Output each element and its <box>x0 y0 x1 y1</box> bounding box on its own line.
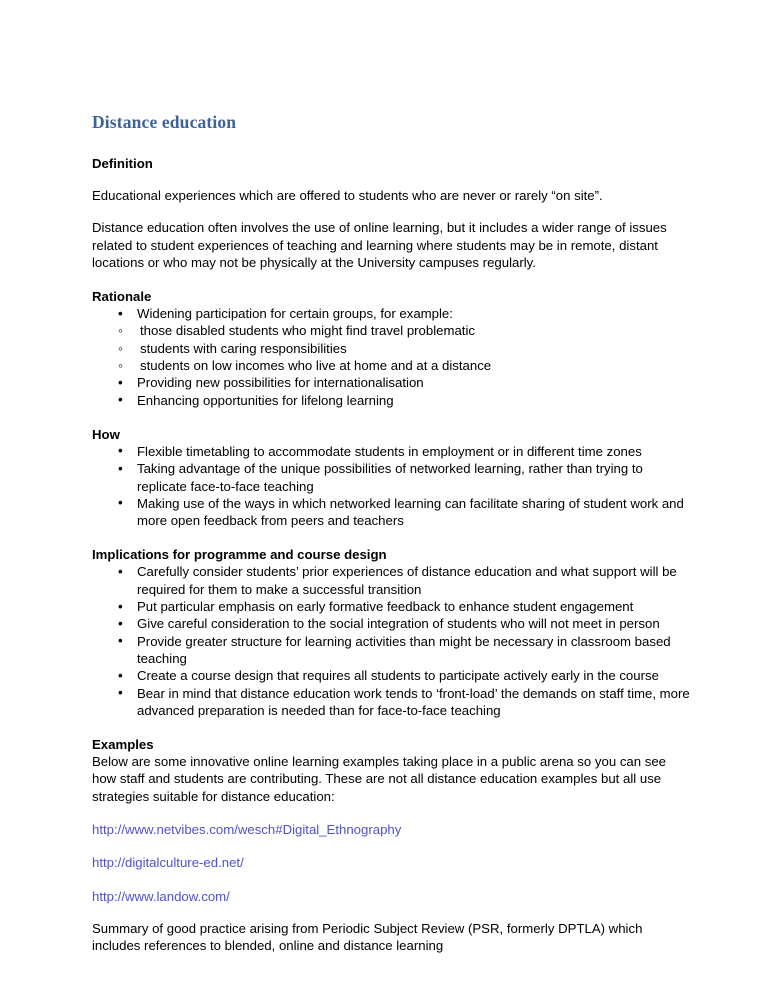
section-how <box>92 426 690 529</box>
list-item: • Carefully consider students’ prior experiences of distance education and what support will be required for them to make a successful transition <box>92 563 690 598</box>
list-item: ◦ students with caring responsibilities <box>92 340 690 357</box>
list-item: ◦ those disabled students who might find travel problematic <box>92 322 690 339</box>
heading-implications: Implications for programme and course design <box>92 547 387 563</box>
rationale-list-continued <box>92 374 690 409</box>
list-item: • Enhancing opportunities for lifelong learning <box>92 392 690 409</box>
example-link-3-row <box>92 888 690 905</box>
section-examples <box>92 736 690 954</box>
example-link-3[interactable]: http://www.landow.com/ <box>92 888 230 904</box>
implications-list <box>92 563 690 719</box>
example-link-1-row <box>92 821 690 838</box>
list-item: • Create a course design that requires all students to participate actively early in the course <box>92 667 690 684</box>
rationale-sublist <box>92 322 690 374</box>
list-item: • Bear in mind that distance education work tends to ‘front-load’ the demands on staff time, more advanced preparation is needed than for face-to-face teaching <box>92 685 690 720</box>
how-list <box>92 443 690 529</box>
section-implications <box>92 546 690 719</box>
examples-closing: Summary of good practice arising from Periodic Subject Review (PSR, formerly DPTLA) which includes references to blended, online and distance learning <box>92 920 643 954</box>
heading-how: How <box>92 426 120 442</box>
list-item: • Taking advantage of the unique possibilities of networked learning, rather than trying to replicate face-to-face teaching <box>92 460 690 495</box>
heading-definition: Definition <box>92 156 153 171</box>
section-rationale <box>92 288 690 409</box>
example-link-2-row <box>92 854 690 871</box>
list-item: • Widening participation for certain groups, for example: <box>92 305 690 322</box>
list-item: • Making use of the ways in which networked learning can facilitate sharing of student work and more open feedback from peers and teachers <box>92 495 690 530</box>
page-title: Distance education <box>92 112 237 132</box>
definition-paragraph-2: Distance education often involves the use of online learning, but it includes a wider range of issues related to student experiences of teaching and learning where students may be in remote, distant locations or who may not be physically at the University campuses regularly. <box>92 220 667 270</box>
list-item: • Put particular emphasis on early formative feedback to enhance student engagement <box>92 598 690 615</box>
heading-rationale: Rationale <box>92 289 152 305</box>
definition-paragraph-1: Educational experiences which are offered to students who are never or rarely “on site”. <box>92 188 603 203</box>
section-definition <box>92 155 690 271</box>
list-item: • Provide greater structure for learning activities than might be necessary in classroom based teaching <box>92 633 690 668</box>
heading-examples: Examples <box>92 737 154 753</box>
example-link-1[interactable]: http://www.netvibes.com/wesch#Digital_Ethnography <box>92 822 402 838</box>
list-item: • Give careful consideration to the social integration of students who will not meet in person <box>92 615 690 632</box>
example-link-2[interactable]: http://digitalculture-ed.net/ <box>92 855 244 871</box>
list-item: ◦ students on low incomes who live at home and at a distance <box>92 357 690 374</box>
list-item: • Flexible timetabling to accommodate students in employment or in different time zones <box>92 443 690 460</box>
rationale-list <box>92 305 690 322</box>
examples-intro: Below are some innovative online learning examples taking place in a public arena so you can see how staff and students are contributing. These are not all distance education examples but all use strategies suitable for distance education: <box>92 754 667 804</box>
list-item: • Providing new possibilities for internationalisation <box>92 374 690 391</box>
